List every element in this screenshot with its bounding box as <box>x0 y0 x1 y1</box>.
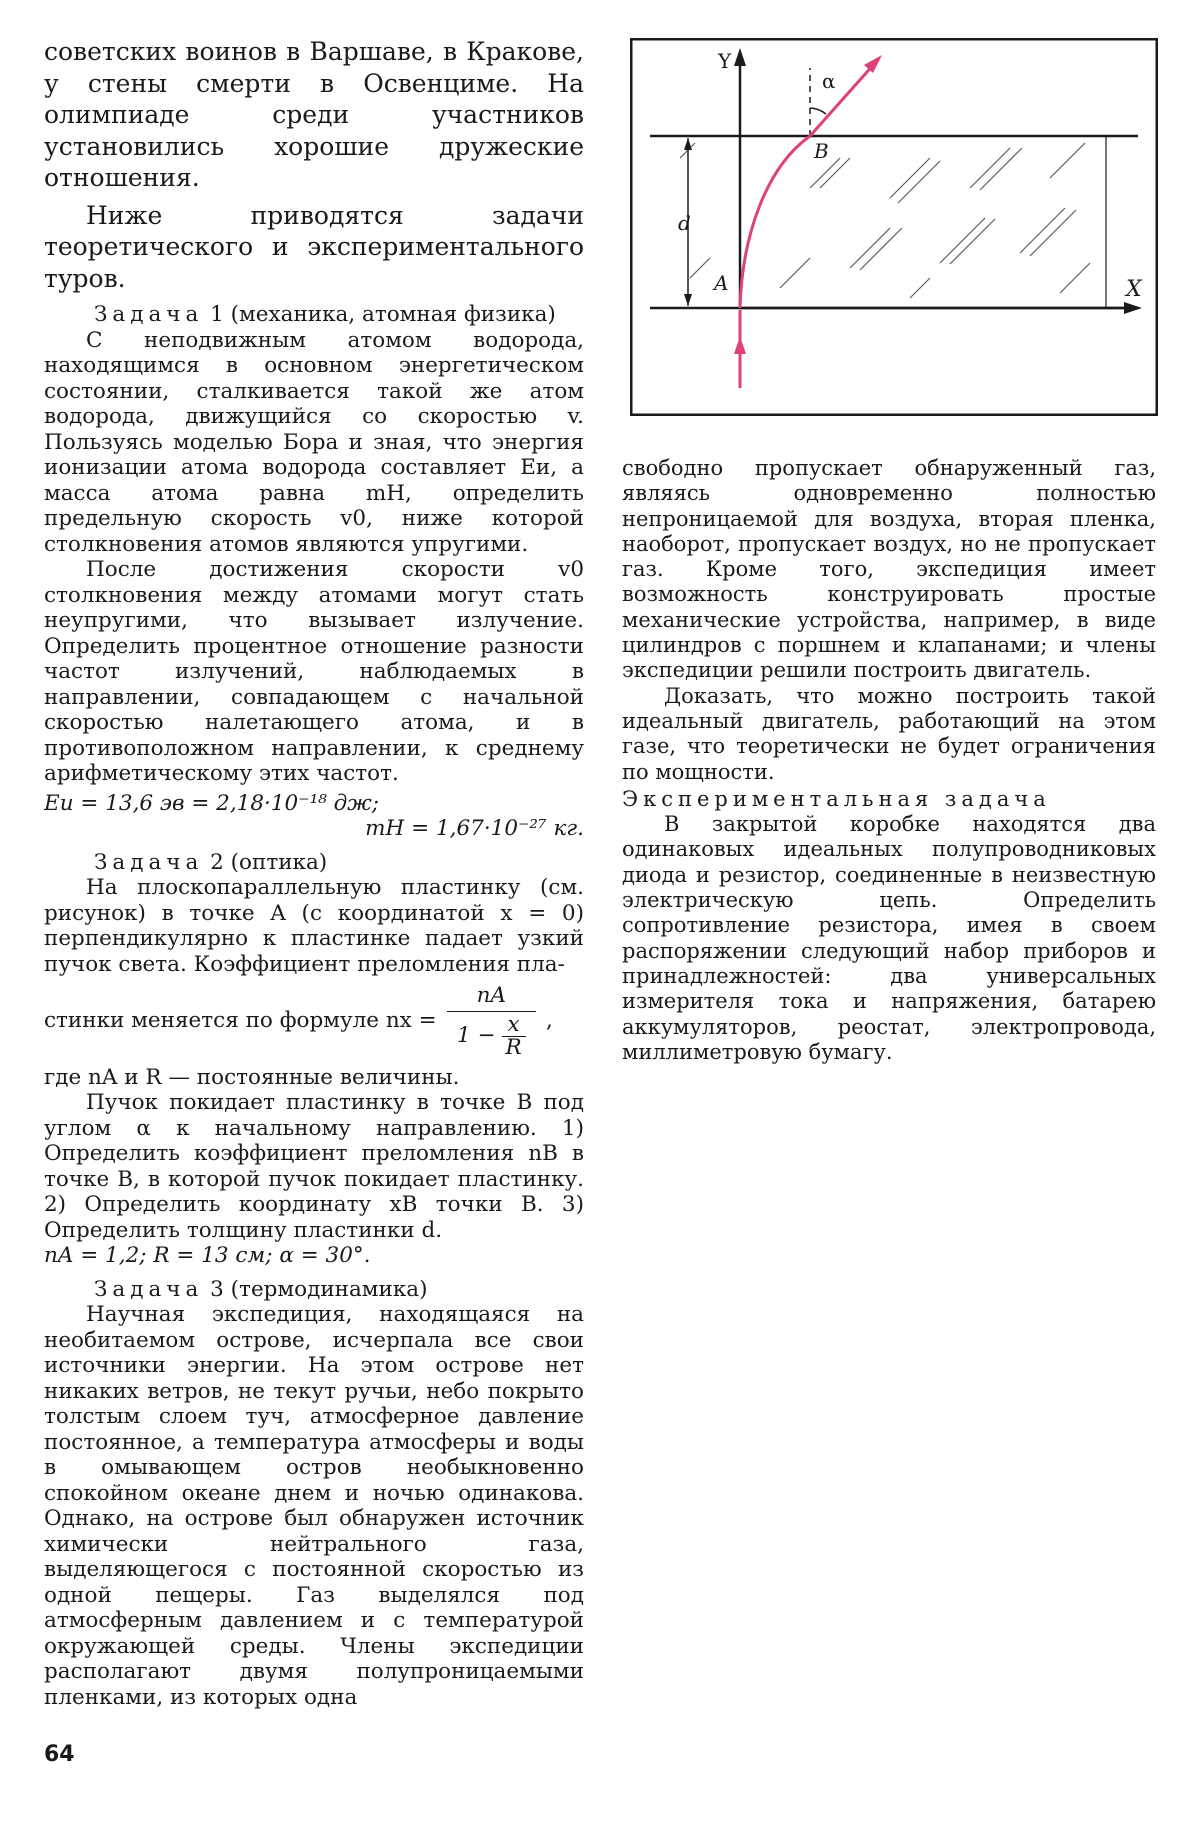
problem-3-paragraph-1-continued: свободно пропускает обнаруженный газ, являясь одновременно полностью непроницаемой для воздуха, вторая пленка, наоборот, пропускает воздух, но не пропускает газ. Кроме того, экспедиция имеет возможность конструировать простые механические устройства, например, в виде цилиндров с поршнем и клапанами; и члены экспедиции решили построить двигатель. <box>622 456 1156 683</box>
problem-1-formula-2: mH = 1,67·10⁻²⁷ кг. <box>365 816 584 841</box>
point-a-label: A <box>714 271 729 295</box>
axes <box>734 48 1142 314</box>
experimental-heading: Экспериментальная задача <box>622 786 1051 811</box>
formula-tail: , <box>546 1008 553 1033</box>
problem-3-paragraph-2: Доказать, что можно построить такой идеальный двигатель, работающий на этом газе, что теоретически не будет ограничения по мощности. <box>622 683 1156 784</box>
angle-alpha-label: α <box>822 69 836 93</box>
problem-2-paragraph-2: где nA и R — постоянные величины. <box>44 1064 460 1090</box>
fraction-denominator: 1 − $\frac{x}{R}$ <box>457 1012 526 1059</box>
intro-paragraph-2: Ниже приводятся задачи теоретического и экспериментального туров. <box>44 200 584 293</box>
problem-3-heading: Задача 3 (термодинамика) <box>94 1276 428 1302</box>
x-axis-label: X <box>1126 277 1142 302</box>
formula-lead: стинки меняется по формуле nx = <box>44 1008 437 1033</box>
formula-fraction <box>447 983 536 1059</box>
problem-2-formula <box>44 983 584 1059</box>
intro-paragraph-1: советских воинов в Варшаве, в Кракове, у стены смерти в Освенциме. На олимпиаде среди участников установились хорошие дружеские отношения. <box>44 37 584 192</box>
optics-figure <box>630 38 1158 416</box>
left-column <box>44 36 584 1710</box>
problem-1-formula-1: Eи = 13,6 эв = 2,18·10⁻¹⁸ дж; <box>44 790 379 816</box>
inner-fraction: $\frac{x}{R}$ <box>502 1014 526 1059</box>
fraction-numerator: nA <box>447 983 536 1012</box>
right-column <box>622 456 1156 1065</box>
y-axis-label: Y <box>718 49 732 73</box>
problem-2-paragraph-1: На плоскопараллельную пластинку (см. рисунок) в точке A (с координатой x = 0) перпендикулярно к пластинке падает узкий пучок света. Коэффициент преломления пла- <box>44 875 584 977</box>
problem-2-heading: Задача 2 (оптика) <box>94 849 328 875</box>
thickness-label: d <box>678 211 691 235</box>
figure-frame <box>631 39 1157 415</box>
problem-2-paragraph-3: Пучок покидает пластинку в точке B под углом α к начальному направлению. 1) Определить коэффициент преломления nB в точке B, в которой пучок покидает пластинку. 2) Определить координату xB точки B. 3) Определить толщину пластинки d. <box>44 1090 584 1243</box>
problem-1-paragraph-2: После достижения скорости v0 столкновения между атомами могут стать неупругими, что вызывает излучение. Определить процентное отношение разности частот излучений, наблюдаемых в направлении, совпадающем с начальной скоростью налетающего атома, и в противоположном направлении, к среднему арифметическому этих частот. <box>44 557 584 786</box>
problem-2-values: nA = 1,2; R = 13 см; α = 30°. <box>44 1243 371 1268</box>
page-number: 64 <box>44 1742 75 1767</box>
intro <box>44 36 584 294</box>
problem-1-heading: Задача 1 (механика, атомная физика) <box>94 302 556 327</box>
problem-3-paragraph-1: Научная экспедиция, находящаяся на необитаемом острове, исчерпала все свои источники энергии. На этом острове нет никаких ветров, не текут ручьи, небо покрыто толстым слоем туч, атмосферное давление постоянное, а температура атмосферы и воды в омывающем остров необыкновенно спокойном океане днем и ночью одинакова. Однако, на острове был обнаружен источник химически нейтрального газа, выделяющегося с постоянной скоростью из одной пещеры. Газ выделялся под атмосферным давлением и с температурой окружающей среды. Члены экспедиции располагают двумя полупроницаемыми пленками, из которых одна <box>44 1302 584 1710</box>
point-b-label: B <box>814 139 829 163</box>
experimental-paragraph-1: В закрытой коробке находятся два одинаковых идеальных полупроводниковых диода и резистор, соединенные в неизвестную электрическую цепь. Определить сопротивление резистора, имея в своем распоряжении следующий набор приборов и принадлежностей: два универсальных измерителя тока и напряжения, батарею аккумуляторов, реостат, электропровода, миллиметровую бумагу. <box>622 812 1156 1064</box>
problem-1-paragraph-1: С неподвижным атомом водорода, находящимся в основном энергетическом состоянии, сталкивается такой же атом водорода, движущийся со скоростью v. Пользуясь моделью Бора и зная, что энергия ионизации атома водорода составляет Eи, а масса атома равна mH, определить предельную скорость v0, ниже которой столкновения атомов являются упругими. <box>44 327 584 557</box>
light-beam <box>734 55 882 388</box>
